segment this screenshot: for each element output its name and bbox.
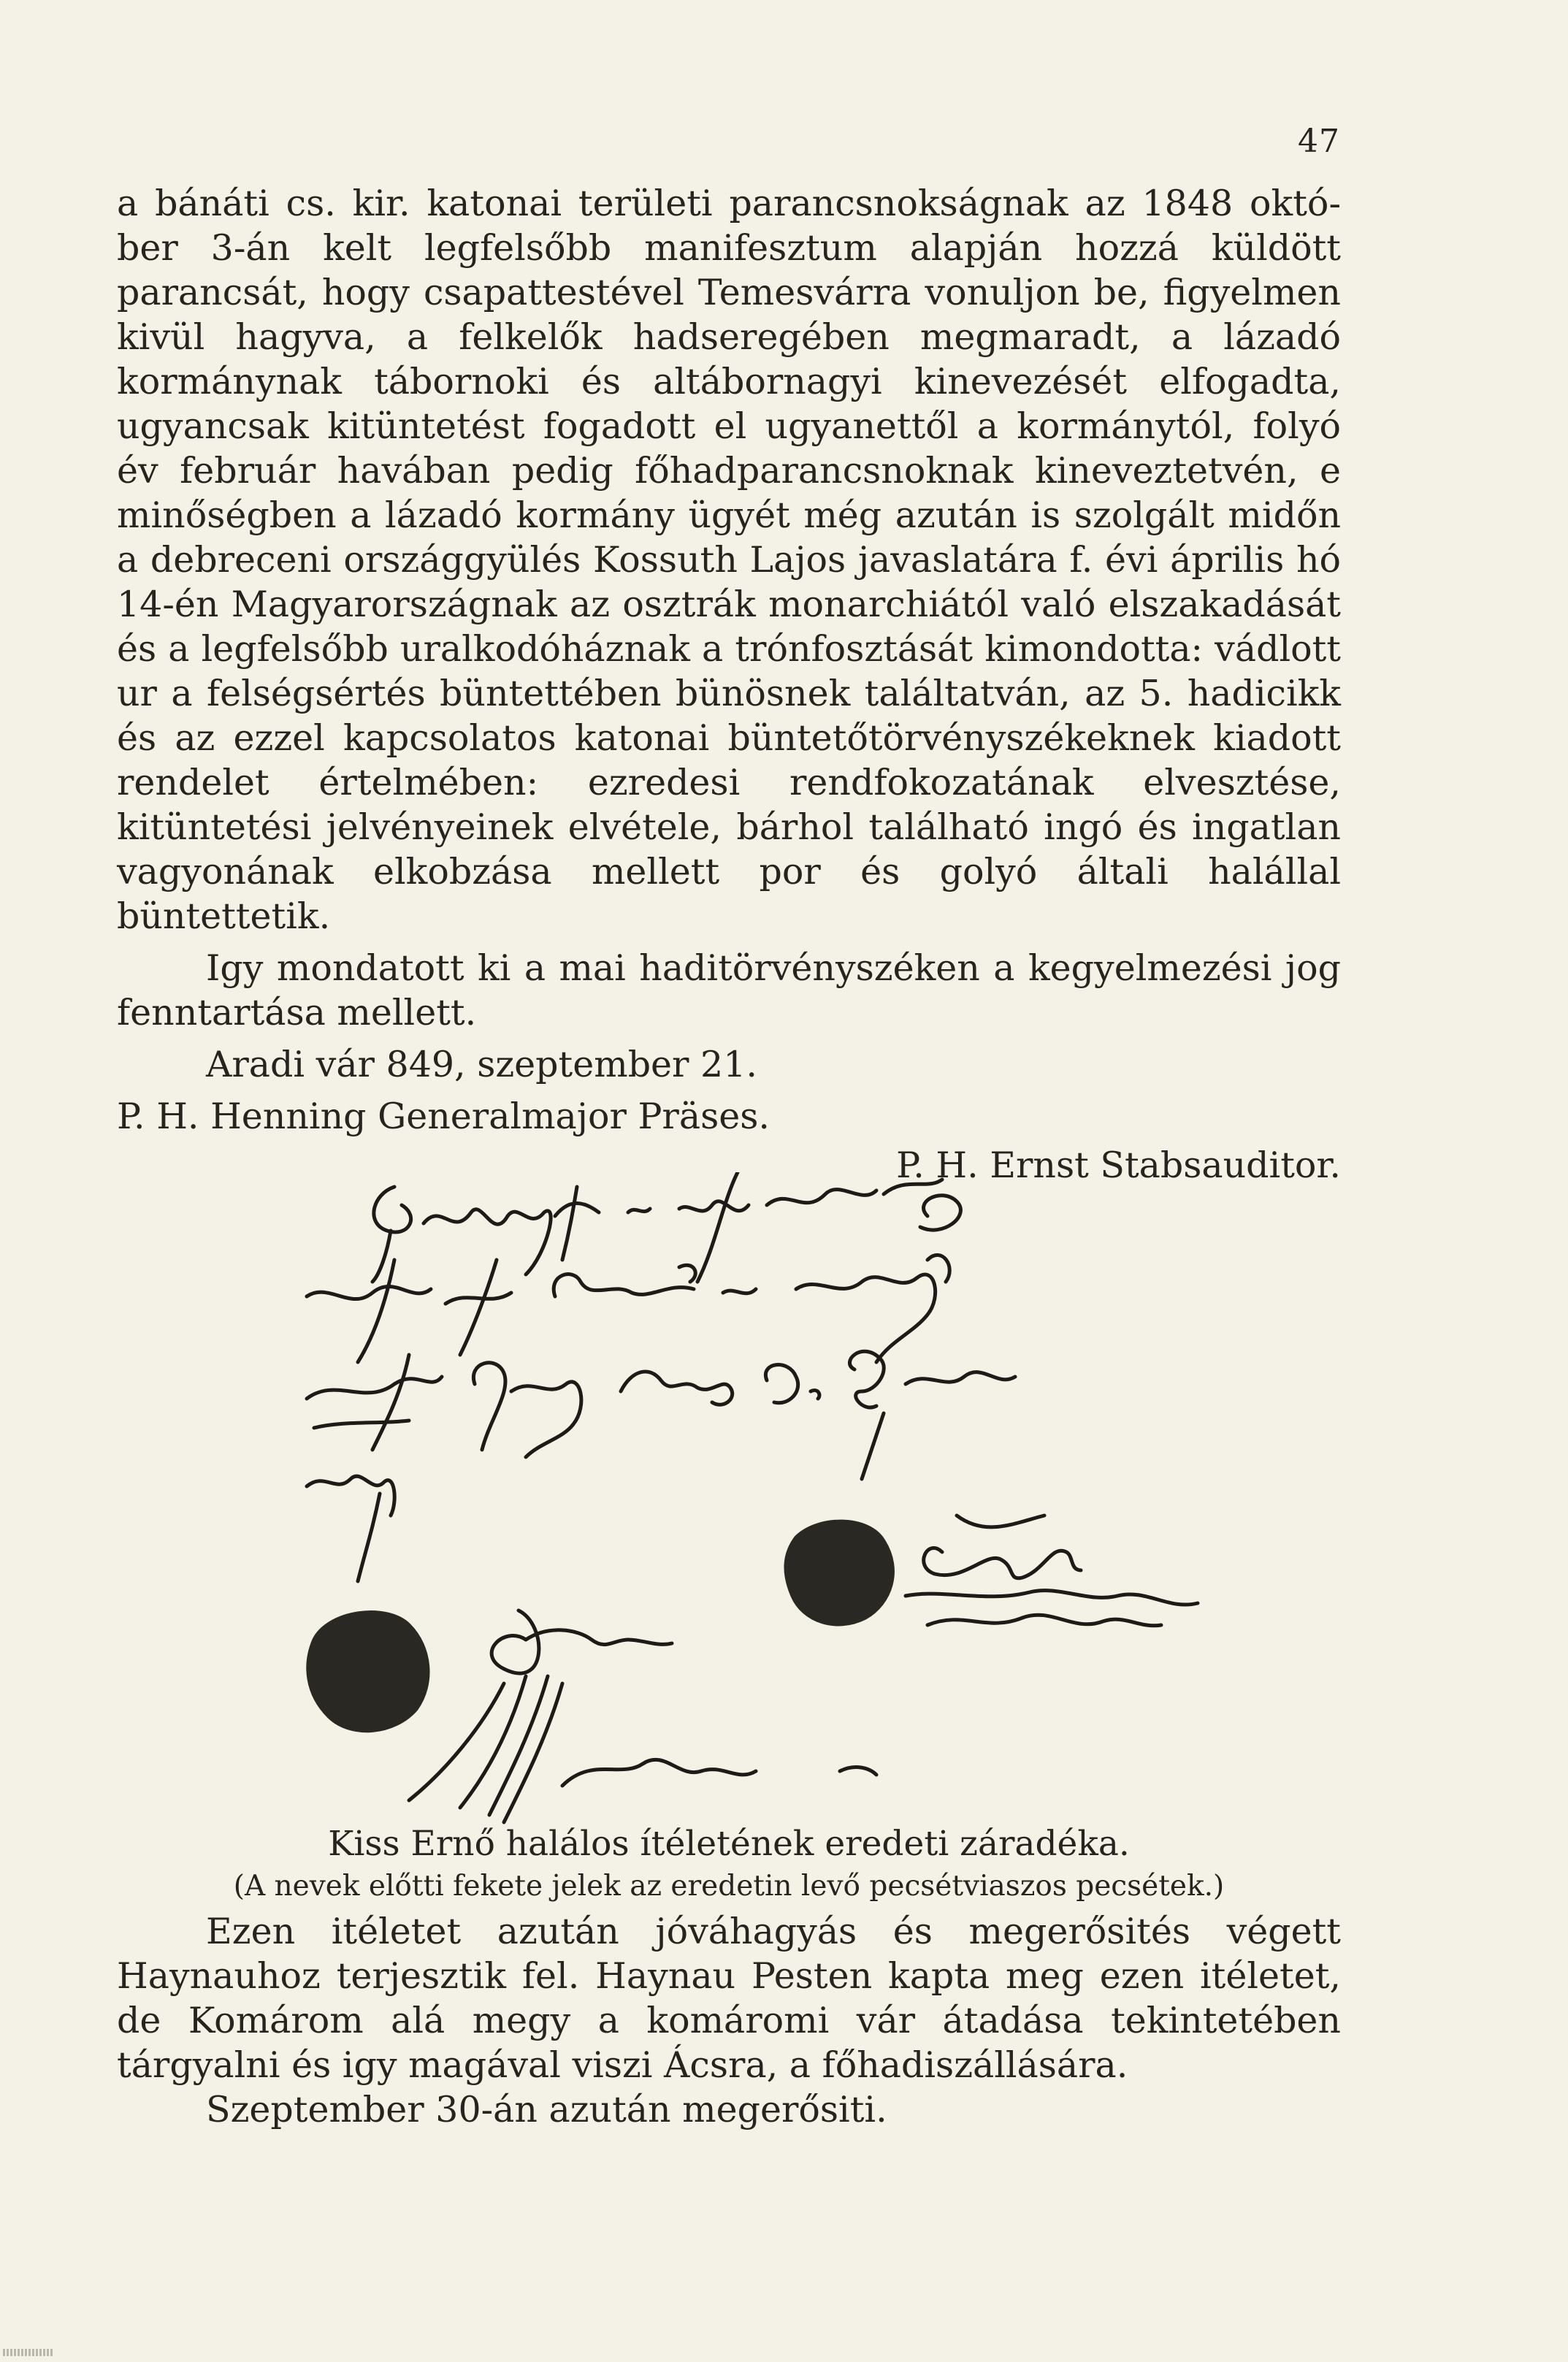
handwriting-stroke xyxy=(628,1209,650,1212)
figure-caption: Kiss Ernő halálos ítéletének eredeti záradéka. xyxy=(328,1824,1130,1864)
handwriting-stroke xyxy=(473,1363,581,1457)
figure-caption-block xyxy=(117,1823,1341,1905)
figure-note: (A nevek előtti fekete jelek az eredetin levő pecsétviaszos pecsétek.) xyxy=(233,1870,1225,1903)
handwriting-stroke xyxy=(409,1676,562,1822)
confirmation-paragraph: Szeptember 30-án azután megerősiti. xyxy=(206,2089,887,2130)
handwriting-stroke xyxy=(562,1759,756,1786)
verdict-paragraph: a bánáti cs. kir. katonai területi parancsnokságnak az 1848 október 3-án kelt legfelsőbb manifesztum alapján hozzá küldött parancsát, hogy csapattestével Temesvárra vonuljon be, figyelmen kivül hagyva, a felkelők hadseregében megmaradt, a lázadó kormánynak tábornoki és altábornagyi kinevezését elfogadta, ugyancsak kitüntetést fogadott el ugyanettől a kormánytól, folyó év február havában pedig főhadparancsnoknak kineveztetvén, e minőségben a lázadó kormány ügyét még azután is szolgált midőn a debreceni országgyülés Kossuth Lajos javaslatára f. évi április hó 14-én Magyarországnak az osztrák monarchiától való elszakadását és a legfelsőbb uralkodóháznak a trónfosztását kimondotta: vádlott ur a felségsértés büntettében bünösnek találtatván, az 5. hadicikk és az ezzel kapcsolatos katonai büntetőtörvényszékeknek kiadott rendelet értelmében: ezredesi rendfokozatának elvesztése, kitüntetési jelvényeinek elvétele, bárhol található ingó és ingatlan vagyonának elkobzása mellett por és golyó általi halállal büntettetik. xyxy=(117,183,1341,937)
handwriting-stroke xyxy=(906,1591,1198,1626)
handwritten-endorsement-facsimile xyxy=(285,1172,1227,1830)
wax-seal-right xyxy=(786,1521,892,1624)
continuation-text xyxy=(117,1909,1341,2132)
handwriting-stroke xyxy=(765,1365,819,1403)
handwriting-stroke xyxy=(796,1255,949,1362)
signature-henning: P. H. Henning Generalmajor Präses. xyxy=(117,1096,770,1137)
handwriting-stroke xyxy=(555,1187,599,1260)
approval-paragraph: Ezen itéletet azután jóváhagyás és megerősités végett Haynauhoz terjesztik fel. Haynau Pesten kapta meg ezen itéletet, de Komárom alá megy a komáromi vár átadása tekintetében tárgyalni és igy magával viszi Ácsra, a főhadiszállására. xyxy=(117,1911,1341,2086)
place-date-line: Aradi vár 849, szeptember 21. xyxy=(206,1044,757,1085)
verdict-text xyxy=(117,181,1341,1188)
signature-ernst: P. H. Ernst Stabsauditor. xyxy=(896,1144,1341,1186)
handwriting-stroke xyxy=(723,1289,756,1293)
handwriting-image xyxy=(285,1172,1227,1830)
handwriting-stroke xyxy=(445,1260,511,1355)
handwriting-stroke xyxy=(840,1767,876,1775)
handwriting-stroke xyxy=(554,1265,695,1296)
page-number: 47 xyxy=(1298,123,1340,160)
handwriting-stroke xyxy=(424,1209,551,1274)
scan-edge-mark xyxy=(3,2349,54,2356)
handwriting-stroke xyxy=(924,1516,1081,1578)
handwriting-stroke xyxy=(307,1260,431,1362)
handwriting-stroke xyxy=(307,1355,442,1450)
handwriting-stroke xyxy=(492,1610,672,1673)
handwriting-stroke xyxy=(767,1190,876,1205)
mercy-clause-paragraph: Igy mondatott ki a mai haditörvényszéken a kegyelmezési jog fenntartása mellett. xyxy=(117,947,1341,1033)
handwriting-stroke xyxy=(884,1180,960,1230)
handwriting-stroke xyxy=(849,1351,1015,1479)
handwriting-stroke xyxy=(621,1372,733,1404)
handwriting-stroke xyxy=(307,1476,394,1581)
wax-seal-left xyxy=(308,1613,428,1731)
